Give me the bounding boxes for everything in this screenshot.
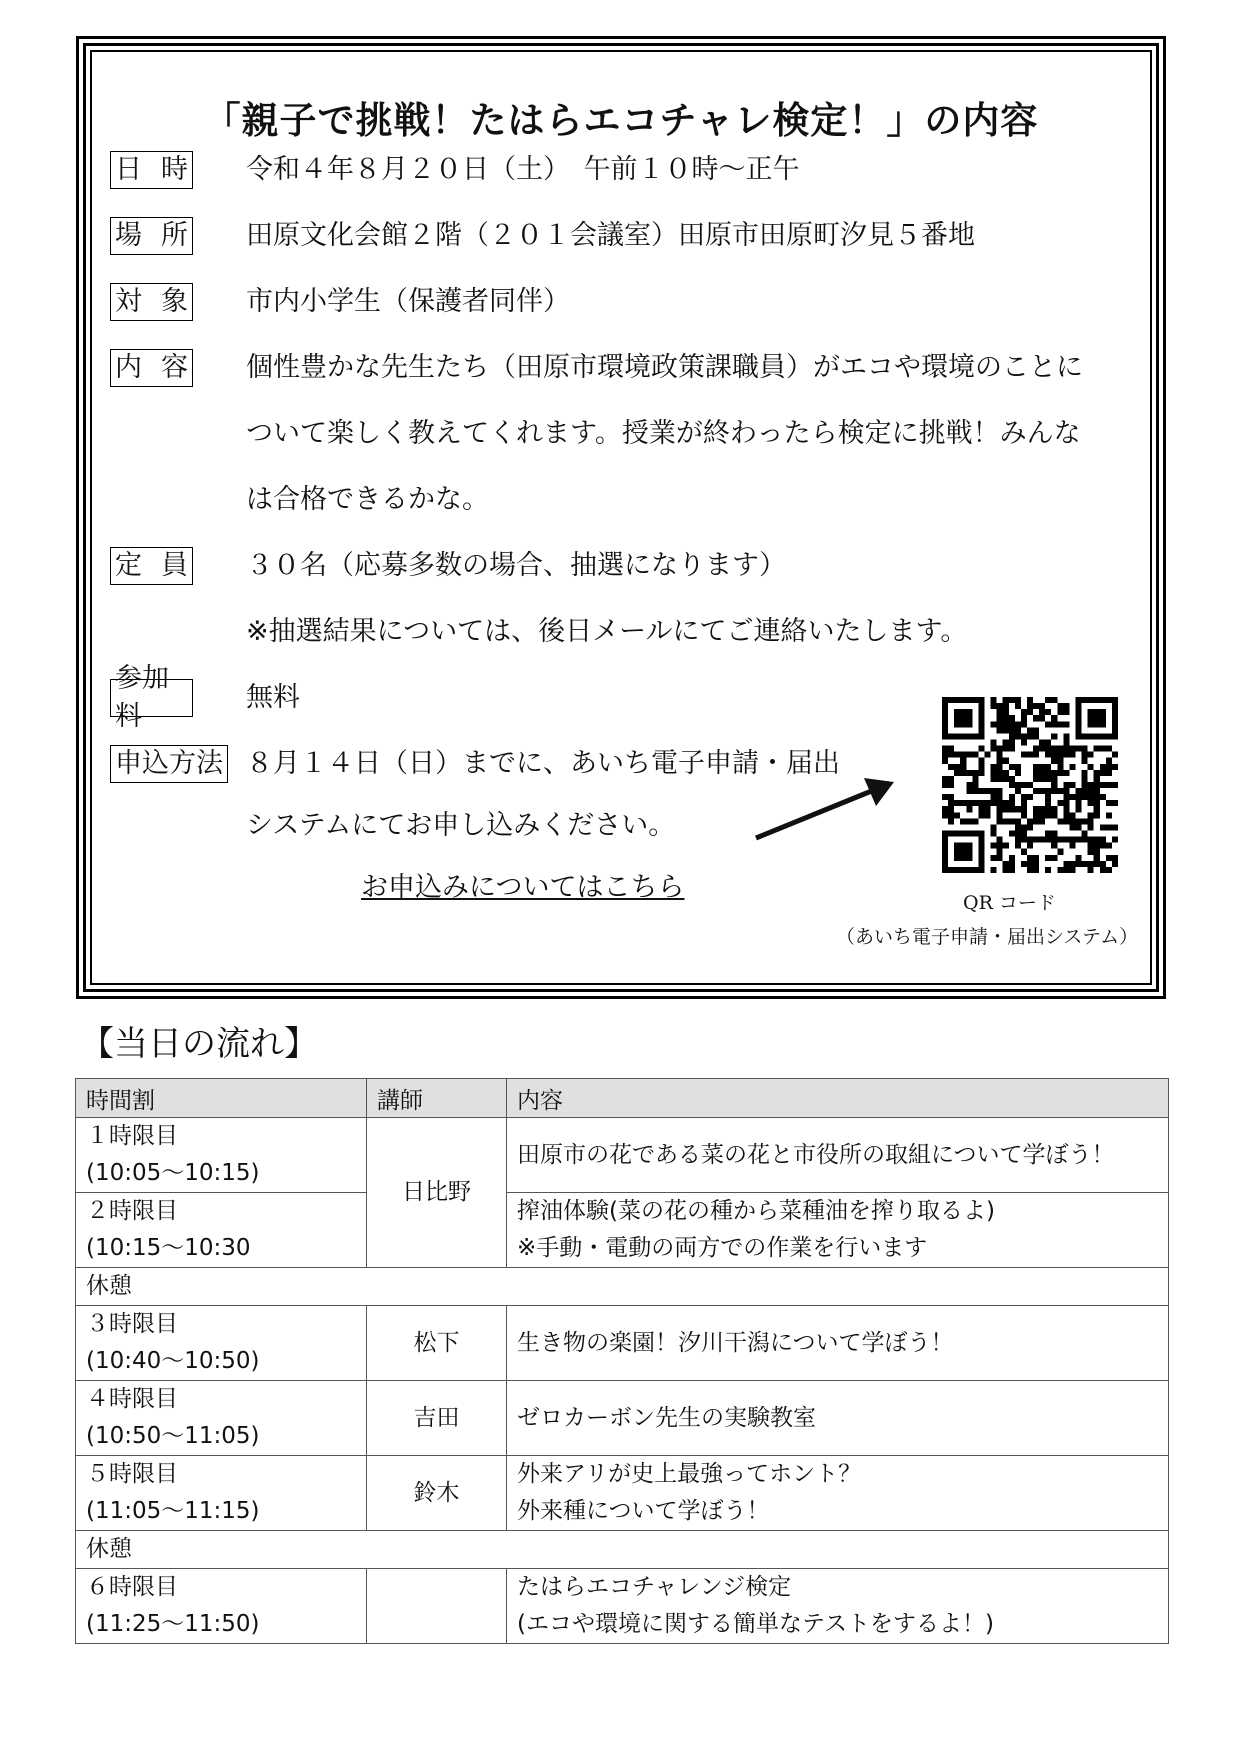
period-cell: ３時限目 (10:40～10:50) [76,1306,367,1381]
page-title: 「親子で挑戦！たはらエコチャレ検定！」の内容 [203,99,1039,142]
header-time: 時間割 [76,1079,367,1118]
content-cell: 生き物の楽園！汐川干潟について学ぼう！ [507,1306,1169,1381]
qr-caption: QR コード [963,892,1056,914]
teacher-cell: 日比野 [367,1118,507,1268]
fee-label: 参加料 [110,679,193,717]
table-row [76,1118,1169,1193]
header-teacher: 講師 [367,1079,507,1118]
content-line-3: は合格できるかな。 [246,484,489,515]
table-row [76,1193,1169,1268]
table-header-row [76,1079,1169,1118]
capacity-label: 定 員 [110,547,193,585]
content-cell: 外来アリが史上最強ってホント？ 外来種について学ぼう！ [507,1456,1169,1531]
break-row [76,1531,1169,1569]
target-value: 市内小学生（保護者同伴） [246,286,570,317]
schedule-heading: 【当日の流れ】 [80,1024,318,1064]
break-cell: 休憩 [76,1531,1169,1569]
content-label: 内 容 [110,349,193,387]
teacher-cell: 鈴木 [367,1456,507,1531]
break-row [76,1268,1169,1306]
apply-line-1: ８月１４日（日）までに、あいち電子申請・届出 [246,748,840,779]
content-cell: 田原市の花である菜の花と市役所の取組について学ぼう！ [507,1118,1169,1193]
content-line-2: ついて楽しく教えてくれます。授業が終わったら検定に挑戦！みんな [246,418,1081,449]
table-row [76,1381,1169,1456]
content-line-1: 個性豊かな先生たち（田原市環境政策課職員）がエコや環境のことに [246,352,1083,383]
period-cell: ４時限目 (10:50～11:05) [76,1381,367,1456]
content-cell: たはらエコチャレンジ検定 (エコや環境に関する簡単なテストをするよ！) [507,1569,1169,1644]
place-value: 田原文化会館２階（２０１会議室）田原市田原町汐見５番地 [246,220,975,251]
capacity-line-1: ３０名（応募多数の場合、抽選になります） [246,550,786,581]
period-cell: １時限目 (10:05～10:15) [76,1118,367,1193]
apply-link[interactable]: お申込みについてはこちら [361,872,685,903]
qr-caption-sub: （あいち電子申請・届出システム） [836,926,1139,948]
teacher-cell: 松下 [367,1306,507,1381]
break-cell: 休憩 [76,1268,1169,1306]
qr-code-icon[interactable] [942,697,1118,873]
table-row [76,1456,1169,1531]
content-cell: 搾油体験(菜の花の種から菜種油を搾り取るよ) ※手動・電動の両方での作業を行います [507,1193,1169,1268]
arrow-icon [752,772,902,842]
place-label: 場 所 [110,217,193,255]
teacher-cell: 吉田 [367,1381,507,1456]
period-cell: ６時限目 (11:25～11:50) [76,1569,367,1644]
target-label: 対 象 [110,283,193,321]
apply-line-2: システムにてお申し込みください。 [246,810,676,841]
header-content: 内容 [507,1079,1169,1118]
table-row [76,1306,1169,1381]
date-value: 令和４年８月２０日（土） 午前１０時～正午 [246,154,800,185]
teacher-cell [367,1569,507,1644]
info-frame [76,36,1166,999]
capacity-line-2: ※抽選結果については、後日メールにてご連絡いたします。 [246,616,968,647]
apply-label: 申込方法 [110,745,228,783]
schedule-table [75,1078,1169,1644]
period-cell: ５時限目 (11:05～11:15) [76,1456,367,1531]
date-label: 日 時 [110,151,193,189]
fee-value: 無料 [246,682,300,713]
table-row [76,1569,1169,1644]
content-cell: ゼロカーボン先生の実験教室 [507,1381,1169,1456]
period-cell: ２時限目 (10:15～10:30 [76,1193,367,1268]
